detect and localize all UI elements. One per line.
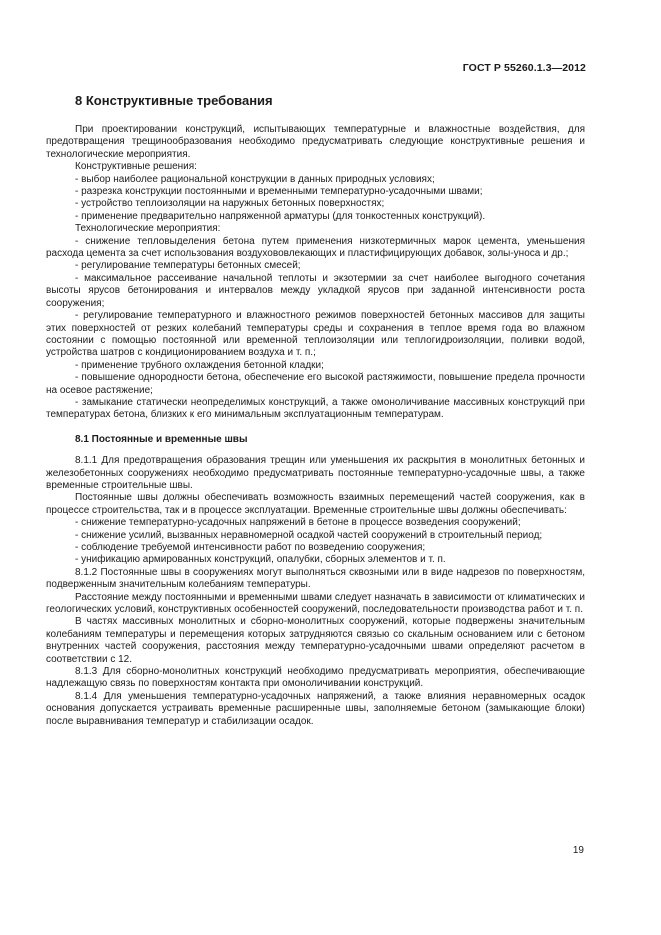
list-item: - соблюдение требуемой интенсивности работ по возведению сооружения;	[75, 542, 426, 553]
paragraph: 8.1.3 Для сборно-монолитных конструкций необходимо предусматривать мероприятия, обеспечивающие надлежащую связь по поверхностям контакта при омоноличивании конструкций.	[46, 666, 585, 690]
paragraph: Конструктивные решения:	[75, 161, 197, 173]
list-item: - выбор наиболее рациональной конструкции в данных природных условиях;	[75, 173, 435, 185]
subsection-title: 8.1 Постоянные и временные швы	[75, 433, 248, 445]
paragraph: Технологические мероприятия:	[75, 223, 221, 235]
list-item: - снижение тепловыделения бетона путем применения низкотермичных марок цемента, уменьшения расхода цемента за счет использования воздухововлекающих и пластифицирующих добавок, золы-уноса и др.;	[46, 235, 585, 260]
list-item: - максимальное рассеивание начальной теплоты и экзотермии за счет наиболее выгодного сочетания высоты ярусов бетонирования и интервалов между укладкой ярусов при заданной интенсивности роста сооружения;	[46, 272, 585, 309]
list-item: - регулирование температурного и влажностного режимов поверхностей бетонных массивов для защиты этих поверхностей от резких колебаний температуры среды и сохранения в теплое время года во влажном состоянии с помощью постоянной или временной теплоизоляции или теплогидроизоляции, поливки водой, устройства шатров с кондиционированием воздуха и т. п.;	[46, 310, 585, 359]
document-code-header: ГОСТ Р 55260.1.3—2012	[462, 62, 586, 74]
paragraph: 8.1.4 Для уменьшения температурно-усадочных напряжений, а также влияния неравномерных осадок основания допускается устраивать временные расширенные швы, заполняемые бетоном (замыкающие блоки) после выравнивания температур и стабилизации осадок.	[46, 690, 585, 727]
list-item: - повышение однородности бетона, обеспечение его высокой растяжимости, повышение предела прочности на осевое растяжение;	[46, 372, 585, 396]
list-item: - замыкание статически неопределимых конструкций, а также омоноличивание массивных конструкций при температурах бетона, близких к его минимальным эксплуатационным температурам.	[46, 396, 585, 421]
list-item: - снижение усилий, вызванных неравномерной осадкой частей сооружений в строительный период;	[75, 529, 543, 541]
list-item: - регулирование температуры бетонных смесей;	[75, 260, 301, 272]
list-item: - унификацию армированных конструкций, опалубки, сборных элементов и т. п.	[75, 554, 446, 566]
list-item: - разрезка конструкции постоянными и временными температурно-усадочными швами;	[75, 186, 483, 198]
paragraph: 8.1.2 Постоянные швы в сооружениях могут выполняться сквозными или в виде надрезов по поверхностям, подверженным значительным колебаниям температуры.	[46, 566, 585, 591]
paragraph: Расстояние между постоянными и временными швами следует назначать в зависимости от климатических и геологических условий, конструктивных особенностей сооружений, последовательности производства работ и т. п.	[46, 591, 585, 616]
paragraph: В частях массивных монолитных и сборно-монолитных сооружений, которые подвержены значительным колебаниям температуры и перемещения которых затрудняются связью со скальным основанием или с бетоном внутренних частей сооружения, расстояния между температурно-усадочными швами определяют расчетом в соответствии с 12.	[46, 616, 585, 665]
paragraph: При проектировании конструкций, испытывающих температурные и влажностные воздействия, для предотвращения трещинообразования необходимо предусматривать следующие конструктивные решения и технологические мероприятия.	[46, 124, 585, 160]
list-item: - снижение температурно-усадочных напряжений в бетоне в процессе возведения сооружений;	[75, 517, 521, 529]
document-body	[46, 124, 585, 728]
paragraph: 8.1.1 Для предотвращения образования трещин или уменьшения их раскрытия в монолитных бетонных и железобетонных сооружениях необходимо предусматривать постоянные температурно-усадочные швы, а также временные строительные швы.	[46, 455, 585, 491]
page-number: 19	[572, 845, 584, 856]
list-item: - устройство теплоизоляции на наружных бетонных поверхностях;	[75, 198, 385, 210]
section-title: 8 Конструктивные требования	[75, 93, 273, 108]
paragraph: Постоянные швы должны обеспечивать возможность взаимных перемещений частей сооружения, как в процессе строительства, так и в процессе эксплуатации. Временные строительные швы должны обеспечивать:	[46, 492, 585, 516]
list-item: - применение трубного охлаждения бетонной кладки;	[75, 359, 324, 371]
list-item: - применение предварительно напряженной арматуры (для тонкостенных конструкций).	[75, 210, 486, 222]
